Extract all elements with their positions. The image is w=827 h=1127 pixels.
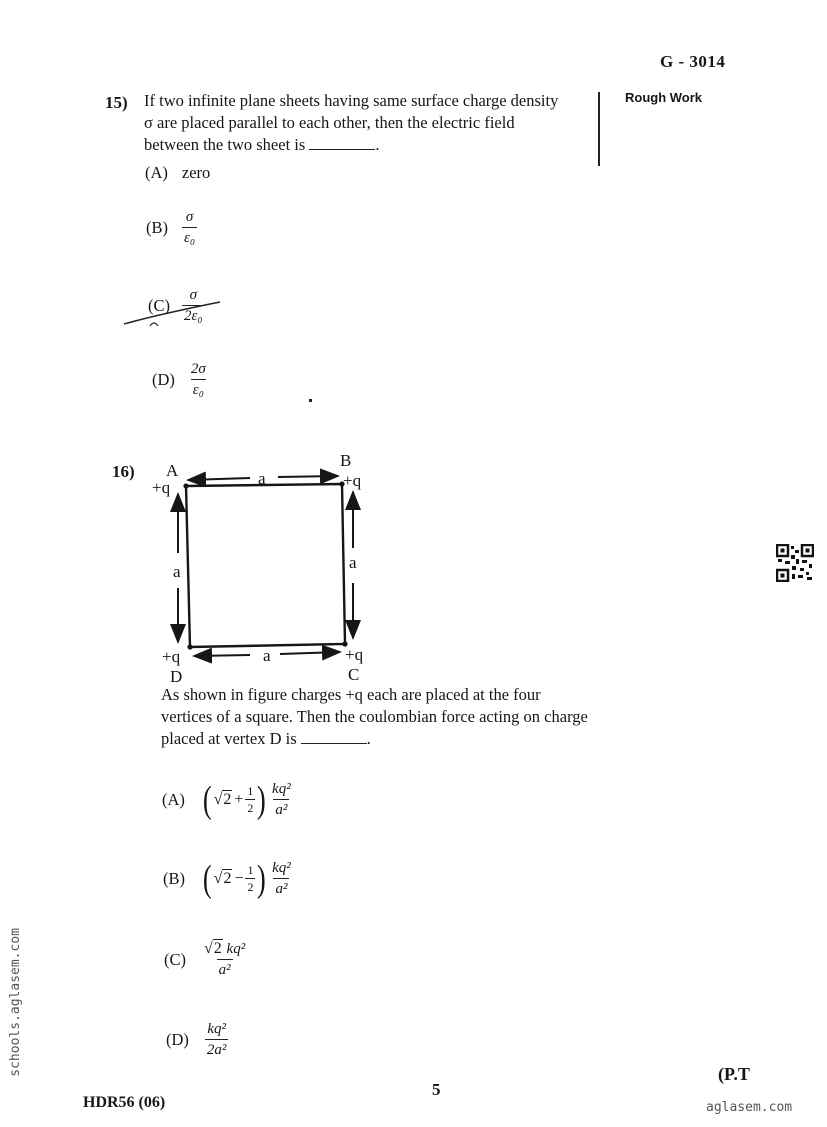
vertex-dot-a <box>183 483 188 488</box>
vertex-label-a: A <box>166 461 179 480</box>
option-label: (B) <box>163 868 185 888</box>
option-label: (C) <box>164 949 186 969</box>
option-label: (C) <box>148 295 170 315</box>
q16-option-d <box>166 1020 228 1059</box>
q16-number: 16) <box>112 462 135 481</box>
q15-option-b <box>146 208 197 247</box>
q16-text <box>161 684 621 750</box>
option-label: (B) <box>146 217 168 237</box>
q15-text-line3: between the two sheet is . <box>144 135 380 154</box>
q16-option-a <box>162 780 293 819</box>
side-label-left: a <box>173 562 181 581</box>
option-label: (D) <box>152 369 175 389</box>
bottom-arrow-right <box>280 652 340 654</box>
charge-label-c: +q <box>345 645 364 664</box>
footer-code: HDR56 (06) <box>83 1094 166 1111</box>
option-label: (A) <box>145 163 168 182</box>
vertex-label-c: C <box>348 665 360 684</box>
stray-dot <box>309 399 312 402</box>
q15-answer-mark <box>120 296 230 332</box>
top-arrow-left <box>188 478 250 480</box>
q16-option-c <box>164 940 247 979</box>
charge-label-b: +q <box>343 471 362 490</box>
q15-text <box>144 90 594 156</box>
option-label: (D) <box>166 1029 189 1049</box>
q16-text-line3: placed at vertex D is . <box>161 729 371 748</box>
option-expression: ( √2 − $\frac{1}{2}$ ) $\frac{\text{kq²}}{\text{a²}}$ <box>202 857 291 900</box>
q16-text-line1: As shown in figure charges +q each are placed at the four <box>161 685 541 704</box>
q16-text-line2: vertices of a square. Then the coulombian force acting on charge <box>161 707 588 726</box>
option-fraction: $\frac{2\sigma}{\text{ε₀}}$ <box>190 361 206 398</box>
side-watermark: schools.aglasem.com <box>8 928 23 1077</box>
charge-label-a: +q <box>152 478 171 497</box>
q16-option-b <box>163 859 293 898</box>
charge-label-d: +q <box>162 647 181 666</box>
bottom-arrow-left <box>194 655 250 656</box>
option-fraction: $\frac{\sigma}{\text{2ε₀}}$ <box>184 287 203 324</box>
option-value: zero <box>181 163 211 182</box>
vertex-dot-d <box>187 644 192 649</box>
option-fraction: $\frac{\text{kq²}}{\text{2a²}}$ <box>206 1021 227 1058</box>
square-charge-diagram <box>140 448 390 688</box>
side-label-bottom: a <box>263 646 271 665</box>
q15-text-line2: σ are placed parallel to each other, then the electric field <box>144 113 515 132</box>
rough-work-divider <box>598 92 600 166</box>
option-label: (A) <box>162 789 185 809</box>
vertex-label-b: B <box>340 451 352 470</box>
site-watermark: aglasem.com <box>706 1100 793 1115</box>
paper-code: G - 3014 <box>660 52 726 71</box>
q15-option-d <box>152 360 208 399</box>
qr-code-icon <box>776 544 814 582</box>
side-label-right: a <box>349 553 357 572</box>
square-outline <box>186 484 345 647</box>
option-fraction: $\frac{\text{√2 kq²}}{\text{a²}}$ <box>204 940 246 978</box>
q16-blank <box>301 729 367 744</box>
please-turn-over: (P.T <box>718 1064 750 1084</box>
q15-blank <box>309 135 375 150</box>
q15-number: 15) <box>105 93 128 112</box>
top-arrow-right <box>278 476 338 477</box>
q15-text-line1: If two infinite plane sheets having same surface charge density <box>144 91 559 110</box>
option-expression: ( √2 + $\frac{1}{2}$ ) $\frac{\text{kq²}}{\text{a²}}$ <box>202 778 291 821</box>
vertex-label-d: D <box>170 667 183 686</box>
rough-work-label: Rough Work <box>625 90 703 105</box>
side-label-top: a <box>258 469 266 488</box>
q15-option-a <box>145 163 210 183</box>
page-number: 5 <box>432 1080 441 1099</box>
option-fraction: $\frac{\sigma}{\text{ε₀}}$ <box>184 209 196 246</box>
